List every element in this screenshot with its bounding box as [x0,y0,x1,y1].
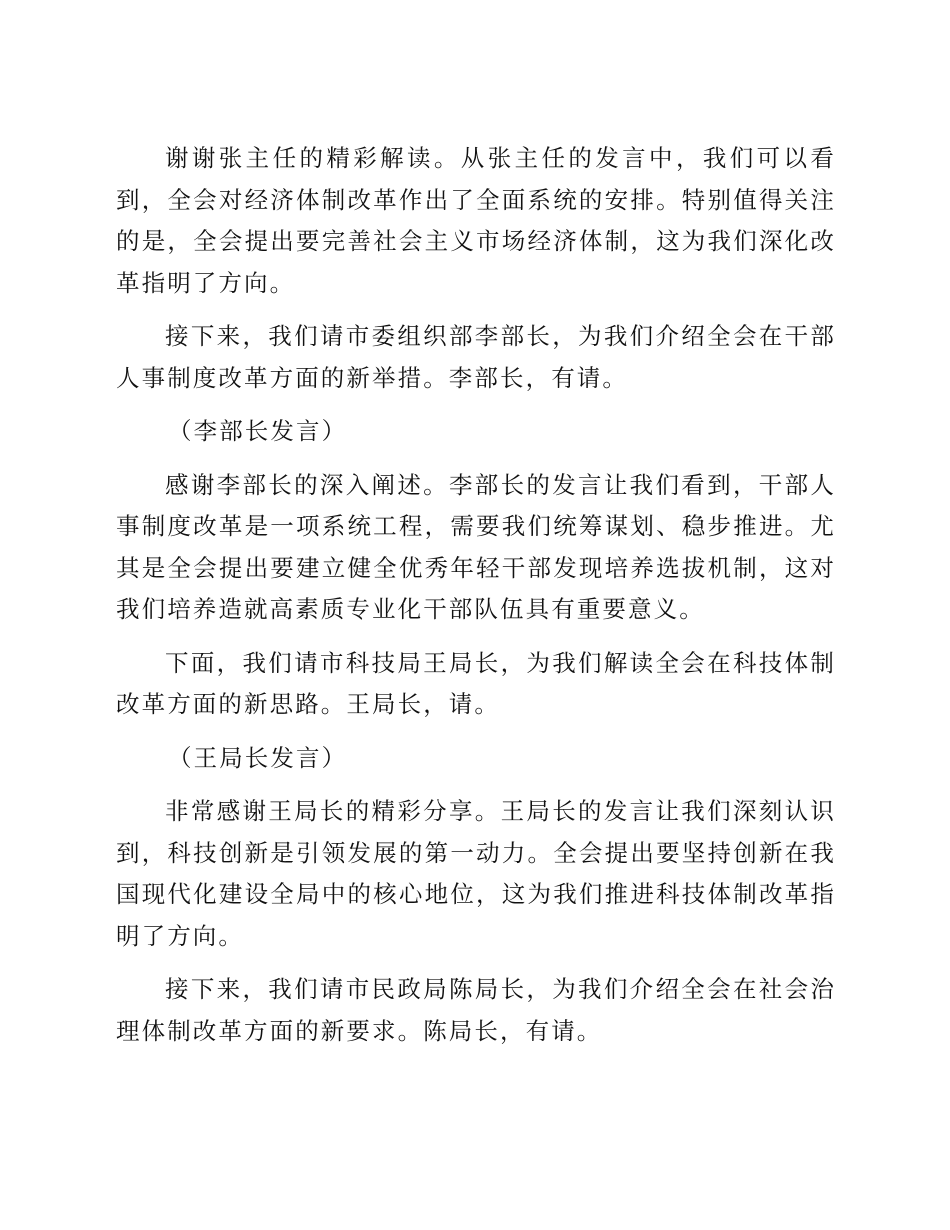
paragraph-invite-li: 接下来，我们请市委组织部李部长，为我们介绍全会在干部人事制度改革方面的新举措。李部长，有请。 [116,322,836,392]
paragraph-invite-wang: 下面，我们请市科技局王局长，为我们解读全会在科技体制改革方面的新思路。王局长，请。 [116,648,836,718]
stage-direction-wang: （王局长发言） [168,743,348,772]
paragraph-thanks-li: 感谢李部长的深入阐述。李部长的发言让我们看到，干部人事制度改革是一项系统工程，需要我们统筹谋划、稳步推进。尤其是全会提出要建立健全优秀年轻干部发现培养选拔机制，这对我们培养造就高素质专业化干部队伍具有重要意义。 [116,470,836,623]
document-body [116,138,836,1064]
paragraph-thanks-zhang: 谢谢张主任的精彩解读。从张主任的发言中，我们可以看到，全会对经济体制改革作出了全面系统的安排。特别值得关注的是，全会提出要完善社会主义市场经济体制，这为我们深化改革指明了方向。 [116,144,836,297]
paragraph-thanks-wang: 非常感谢王局长的精彩分享。王局长的发言让我们深刻认识到，科技创新是引领发展的第一动力。全会提出要坚持创新在我国现代化建设全局中的核心地位，这为我们推进科技体制改革指明了方向。 [116,797,836,950]
paragraph-invite-chen: 接下来，我们请市民政局陈局长，为我们介绍全会在社会治理体制改革方面的新要求。陈局长，有请。 [116,975,836,1045]
stage-direction-li: （李部长发言） [168,417,348,445]
